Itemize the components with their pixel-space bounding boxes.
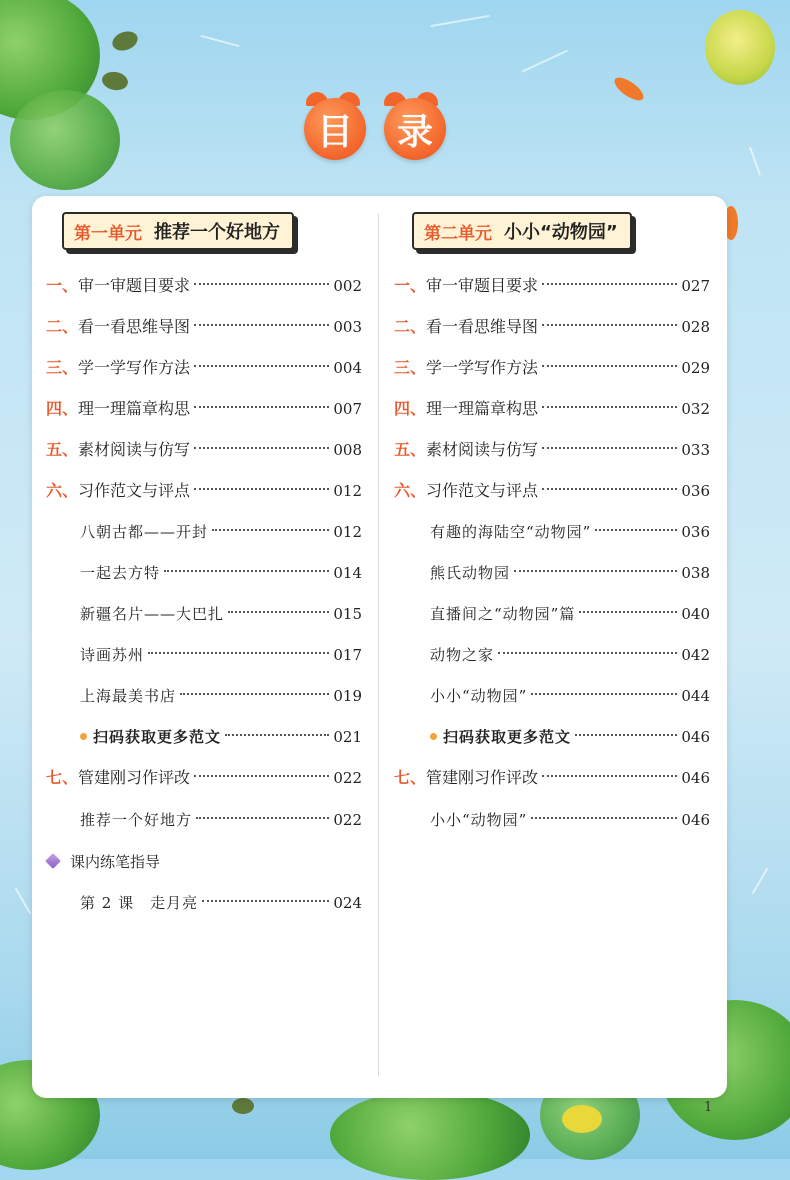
toc-subentry[interactable] (80, 684, 362, 708)
toc-subentry[interactable] (80, 561, 362, 585)
water-ripple (200, 35, 239, 47)
toc-subentry[interactable] (430, 520, 710, 544)
practice-label: 课内练笔指导 (70, 853, 161, 871)
toc-entry[interactable] (46, 766, 362, 790)
entry-title: 看一看思维导图 (426, 317, 539, 336)
toc-subentry[interactable] (430, 561, 710, 585)
subentry-title: 扫码获取更多范文 (443, 728, 572, 746)
toc-subentry-scan[interactable] (80, 725, 362, 749)
water-ripple (522, 50, 568, 73)
entry-number: 六、 (46, 481, 79, 500)
subentry-page: 024 (333, 894, 362, 912)
entry-title: 理一理篇章构思 (426, 399, 539, 418)
entry-title: 理一理篇章构思 (78, 399, 191, 418)
toc-entry[interactable] (394, 315, 710, 339)
subentry-page: 042 (681, 646, 710, 664)
subentry-page: 046 (681, 811, 710, 829)
entry-title: 审一审题目要求 (78, 276, 191, 295)
toc-entry[interactable] (46, 274, 362, 298)
unit-number: 第一单元 (74, 223, 142, 244)
leader-dots (575, 734, 677, 736)
leader-dots (148, 652, 329, 654)
entry-title: 习作范文与评点 (78, 481, 191, 500)
toc-entry[interactable] (394, 356, 710, 380)
toc-entry[interactable] (394, 397, 710, 421)
tadpole-frog-icon (110, 28, 141, 54)
leader-dots (225, 734, 329, 736)
toc-subentry[interactable] (80, 520, 362, 544)
subentry-title: 动物之家 (430, 646, 495, 664)
unit-header-1 (62, 212, 294, 250)
entry-page: 008 (333, 441, 362, 459)
unit-number: 第二单元 (424, 223, 492, 244)
cube-icon (45, 853, 61, 869)
toc-entry[interactable] (46, 315, 362, 339)
subentry-title: 小小“动物园” (430, 811, 528, 829)
subentry-page: 036 (681, 523, 710, 541)
subentry-title: 一起去方特 (80, 564, 161, 582)
toc-subentry[interactable] (430, 684, 710, 708)
leader-dots (194, 324, 329, 326)
leader-dots (194, 488, 329, 490)
subentry-title: 扫码获取更多范文 (93, 728, 222, 746)
entry-title: 管建刚习作评改 (426, 768, 539, 787)
entry-page: 029 (681, 359, 710, 377)
entry-number: 五、 (394, 440, 427, 459)
subentry-page: 021 (333, 728, 362, 746)
lotus-leaf (10, 90, 120, 190)
water-ripple (749, 147, 761, 176)
toc-subentry[interactable] (430, 808, 710, 832)
practice-section-label (46, 850, 362, 874)
toc-subentry[interactable] (80, 643, 362, 667)
lotus-leaf (330, 1090, 530, 1180)
entry-number: 三、 (46, 358, 79, 377)
leader-dots (542, 365, 677, 367)
subentry-title: 八朝古都——开封 (80, 523, 209, 541)
frog-icon (562, 1105, 602, 1133)
subentry-page: 022 (333, 811, 362, 829)
subentry-page: 044 (681, 687, 710, 705)
leader-dots (531, 817, 677, 819)
title-char-lu: 录 (384, 98, 446, 160)
entry-title: 素材阅读与仿写 (78, 440, 191, 459)
entry-number: 一、 (394, 276, 427, 295)
unit-title: 小小“动物园” (504, 222, 618, 243)
entry-number: 一、 (46, 276, 79, 295)
subentry-title: 推荐一个好地方 (80, 811, 193, 829)
toc-entry[interactable] (46, 479, 362, 503)
subentry-title: 第 2 课 走月亮 (80, 894, 199, 912)
leader-dots (196, 817, 329, 819)
toc-subentry[interactable] (430, 602, 710, 626)
entry-number: 二、 (46, 317, 79, 336)
entry-page: 027 (681, 277, 710, 295)
entry-title: 看一看思维导图 (78, 317, 191, 336)
entry-page: 002 (333, 277, 362, 295)
entry-title: 学一学写作方法 (426, 358, 539, 377)
entry-page: 032 (681, 400, 710, 418)
leader-dots (212, 529, 329, 531)
leader-dots (531, 693, 677, 695)
subentry-page: 012 (333, 523, 362, 541)
toc-entry[interactable] (394, 274, 710, 298)
goldfish-icon (611, 74, 647, 105)
entry-number: 三、 (394, 358, 427, 377)
tadpole-frog-icon (101, 70, 130, 92)
entry-number: 六、 (394, 481, 427, 500)
leader-dots (542, 324, 677, 326)
subentry-page: 038 (681, 564, 710, 582)
toc-entry[interactable] (46, 397, 362, 421)
leader-dots (194, 775, 329, 777)
leader-dots (228, 611, 329, 613)
entry-number: 七、 (46, 768, 79, 787)
toc-entry[interactable] (46, 438, 362, 462)
leader-dots (542, 406, 677, 408)
toc-entry[interactable] (394, 438, 710, 462)
entry-number: 四、 (394, 399, 427, 418)
entry-number: 七、 (394, 768, 427, 787)
leader-dots (498, 652, 677, 654)
toc-entry[interactable] (46, 356, 362, 380)
lotus-leaf (705, 10, 775, 85)
entry-page: 004 (333, 359, 362, 377)
unit-title: 推荐一个好地方 (154, 222, 280, 243)
subentry-title: 直播间之“动物园”篇 (430, 605, 576, 623)
leader-dots (194, 406, 329, 408)
unit-header-2 (412, 212, 632, 250)
leader-dots (595, 529, 677, 531)
subentry-title: 小小“动物园” (430, 687, 528, 705)
leader-dots (194, 365, 329, 367)
entry-page: 028 (681, 318, 710, 336)
leader-dots (542, 488, 677, 490)
subentry-page: 014 (333, 564, 362, 582)
entry-number: 五、 (46, 440, 79, 459)
toc-subentry[interactable] (80, 808, 362, 832)
entry-number: 四、 (46, 399, 79, 418)
subentry-page: 040 (681, 605, 710, 623)
entry-page: 036 (681, 482, 710, 500)
entry-page: 033 (681, 441, 710, 459)
title-char-mu: 目 (304, 98, 366, 160)
entry-title: 素材阅读与仿写 (426, 440, 539, 459)
column-divider (378, 214, 379, 1076)
water-ripple (430, 15, 489, 27)
bullet-dot-icon (430, 733, 437, 740)
leader-dots (202, 900, 329, 902)
entry-title: 审一审题目要求 (426, 276, 539, 295)
subentry-title: 有趣的海陆空“动物园” (430, 523, 592, 541)
entry-page: 022 (333, 769, 362, 787)
toc-subentry[interactable] (430, 643, 710, 667)
page-number: 1 (704, 1100, 713, 1115)
leader-dots (194, 283, 329, 285)
entry-page: 003 (333, 318, 362, 336)
leader-dots (514, 570, 677, 572)
water-ripple (752, 868, 769, 895)
toc-subentry-scan[interactable] (430, 725, 710, 749)
toc-entry[interactable] (394, 766, 710, 790)
subentry-title: 诗画苏州 (80, 646, 145, 664)
entry-title: 管建刚习作评改 (78, 768, 191, 787)
leader-dots (579, 611, 677, 613)
subentry-page: 015 (333, 605, 362, 623)
leader-dots (542, 775, 677, 777)
leader-dots (180, 693, 329, 695)
subentry-title: 熊氏动物园 (430, 564, 511, 582)
tadpole-icon (232, 1098, 254, 1114)
leader-dots (542, 283, 677, 285)
water-ripple (15, 888, 32, 915)
subentry-title: 上海最美书店 (80, 687, 177, 705)
toc-entry[interactable] (394, 479, 710, 503)
toc-subentry[interactable] (80, 891, 362, 915)
subentry-page: 019 (333, 687, 362, 705)
entry-page: 007 (333, 400, 362, 418)
entry-title: 习作范文与评点 (426, 481, 539, 500)
entry-page: 012 (333, 482, 362, 500)
bullet-dot-icon (80, 733, 87, 740)
leader-dots (194, 447, 329, 449)
leader-dots (164, 570, 329, 572)
leader-dots (542, 447, 677, 449)
subentry-page: 046 (681, 728, 710, 746)
entry-number: 二、 (394, 317, 427, 336)
entry-page: 046 (681, 769, 710, 787)
toc-subentry[interactable] (80, 602, 362, 626)
subentry-page: 017 (333, 646, 362, 664)
page-title (300, 92, 450, 164)
entry-title: 学一学写作方法 (78, 358, 191, 377)
subentry-title: 新疆名片——大巴扎 (80, 605, 225, 623)
